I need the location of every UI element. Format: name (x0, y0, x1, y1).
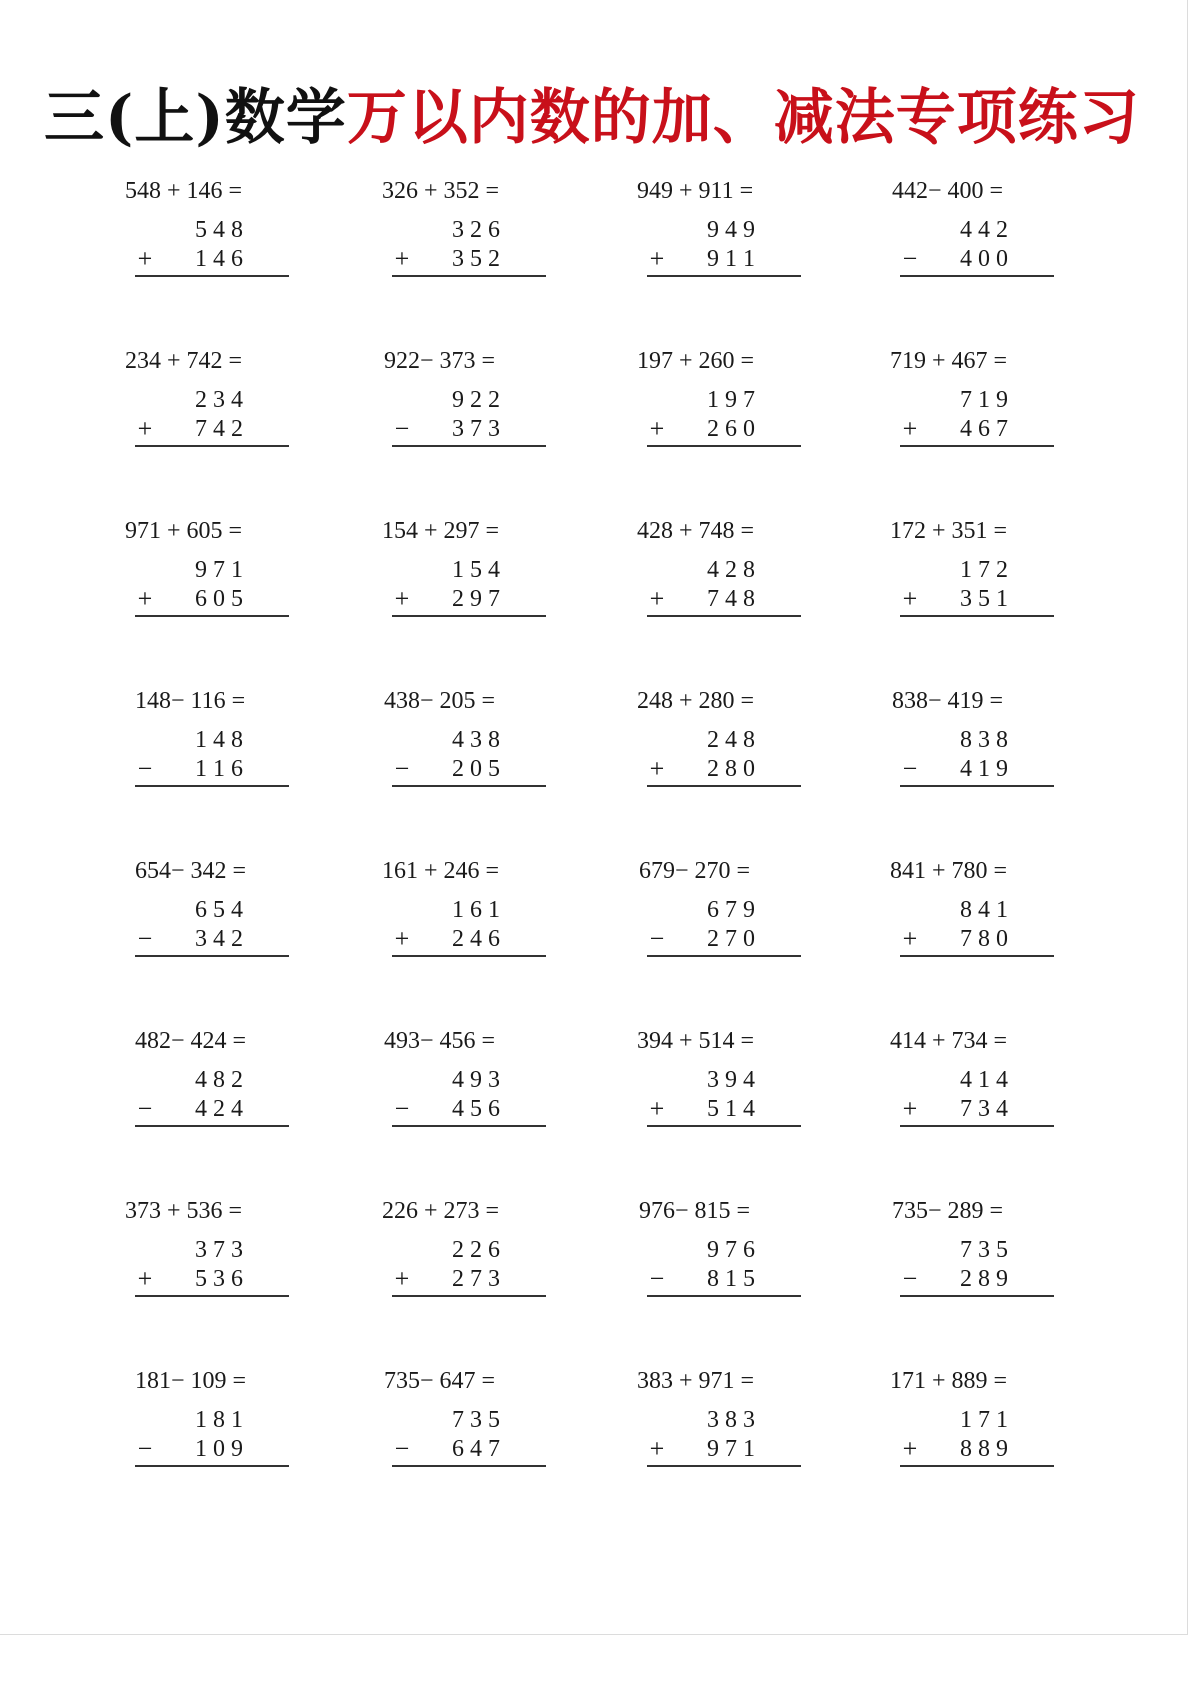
top-operand-digits: 7 3 5 (960, 1237, 1008, 1263)
problem-item (890, 1366, 1090, 1496)
top-operand-digits: 2 3 4 (195, 387, 243, 413)
horizontal-equation: 428 + 748 = (637, 518, 755, 544)
problem-item (637, 346, 837, 476)
vertical-top-row (382, 1236, 552, 1264)
answer-line (900, 1295, 1054, 1297)
top-operand-digits: 6 7 9 (707, 897, 755, 923)
top-operand-digits: 1 4 8 (195, 727, 243, 753)
vertical-top-row (125, 896, 295, 924)
plus-sign: + (902, 1434, 918, 1463)
bottom-operand-digits: 7 4 2 (195, 416, 243, 442)
answer-line (647, 615, 801, 617)
minus-sign: − (902, 1264, 918, 1293)
plus-sign: + (649, 244, 665, 273)
plus-sign: + (649, 1094, 665, 1123)
problem-item (382, 1366, 582, 1496)
bottom-operand-digits: 7 3 4 (960, 1096, 1008, 1122)
plus-sign: + (137, 1264, 153, 1293)
top-operand-digits: 4 2 8 (707, 557, 755, 583)
minus-sign: − (394, 414, 410, 443)
problem-item (637, 1196, 837, 1326)
vertical-top-row (637, 1066, 807, 1094)
problem-item (890, 1196, 1090, 1326)
vertical-bottom-row (382, 415, 552, 443)
bottom-operand-digits: 7 8 0 (960, 926, 1008, 952)
bottom-operand-digits: 2 7 0 (707, 926, 755, 952)
vertical-top-row (382, 386, 552, 414)
vertical-bottom-row (382, 1095, 552, 1123)
bottom-operand-digits: 5 3 6 (195, 1266, 243, 1292)
vertical-bottom-row (637, 1265, 807, 1293)
vertical-top-row (125, 726, 295, 754)
answer-line (647, 785, 801, 787)
top-operand-digits: 7 1 9 (960, 387, 1008, 413)
problem-item (637, 1366, 837, 1496)
minus-sign: − (394, 1434, 410, 1463)
problem-item (890, 176, 1090, 306)
vertical-bottom-row (637, 1435, 807, 1463)
horizontal-equation: 326 + 352 = (382, 178, 500, 204)
answer-line (135, 615, 289, 617)
plus-sign: + (902, 924, 918, 953)
top-operand-digits: 6 5 4 (195, 897, 243, 923)
plus-sign: + (649, 754, 665, 783)
horizontal-equation: 548 + 146 = (125, 178, 243, 204)
bottom-operand-digits: 2 4 6 (452, 926, 500, 952)
horizontal-equation: 735− 647 = (384, 1368, 496, 1394)
bottom-operand-digits: 9 1 1 (707, 246, 755, 272)
answer-line (900, 1125, 1054, 1127)
horizontal-equation: 949 + 911 = (637, 178, 754, 204)
bottom-operand-digits: 3 4 2 (195, 926, 243, 952)
vertical-top-row (125, 216, 295, 244)
bottom-operand-digits: 1 4 6 (195, 246, 243, 272)
answer-line (392, 785, 546, 787)
top-operand-digits: 5 4 8 (195, 217, 243, 243)
horizontal-equation: 438− 205 = (384, 688, 496, 714)
bottom-operand-digits: 9 7 1 (707, 1436, 755, 1462)
vertical-bottom-row (125, 925, 295, 953)
answer-line (900, 615, 1054, 617)
top-operand-digits: 1 7 2 (960, 557, 1008, 583)
horizontal-equation: 838− 419 = (892, 688, 1004, 714)
vertical-top-row (890, 896, 1060, 924)
vertical-top-row (637, 386, 807, 414)
answer-line (647, 1125, 801, 1127)
bottom-operand-digits: 2 9 7 (452, 586, 500, 612)
problem-item (890, 686, 1090, 816)
answer-line (900, 785, 1054, 787)
minus-sign: − (137, 1094, 153, 1123)
minus-sign: − (394, 754, 410, 783)
bottom-operand-digits: 3 5 1 (960, 586, 1008, 612)
plus-sign: + (137, 244, 153, 273)
vertical-top-row (382, 556, 552, 584)
plus-sign: + (137, 414, 153, 443)
horizontal-equation: 373 + 536 = (125, 1198, 243, 1224)
vertical-bottom-row (637, 1095, 807, 1123)
top-operand-digits: 9 4 9 (707, 217, 755, 243)
vertical-top-row (125, 556, 295, 584)
answer-line (900, 275, 1054, 277)
vertical-bottom-row (125, 1095, 295, 1123)
horizontal-equation: 735− 289 = (892, 1198, 1004, 1224)
horizontal-equation: 841 + 780 = (890, 858, 1008, 884)
horizontal-equation: 719 + 467 = (890, 348, 1008, 374)
vertical-bottom-row (125, 1265, 295, 1293)
vertical-top-row (890, 386, 1060, 414)
problem-item (890, 346, 1090, 476)
horizontal-equation: 171 + 889 = (890, 1368, 1008, 1394)
vertical-top-row (890, 216, 1060, 244)
vertical-bottom-row (890, 755, 1060, 783)
vertical-top-row (637, 726, 807, 754)
minus-sign: − (137, 754, 153, 783)
vertical-top-row (637, 1236, 807, 1264)
vertical-top-row (382, 896, 552, 924)
vertical-top-row (890, 1406, 1060, 1434)
problem-item (382, 1196, 582, 1326)
horizontal-equation: 654− 342 = (135, 858, 247, 884)
vertical-bottom-row (890, 415, 1060, 443)
vertical-top-row (382, 216, 552, 244)
vertical-bottom-row (382, 1435, 552, 1463)
bottom-operand-digits: 2 8 9 (960, 1266, 1008, 1292)
bottom-operand-digits: 2 7 3 (452, 1266, 500, 1292)
bottom-operand-digits: 3 7 3 (452, 416, 500, 442)
top-operand-digits: 1 5 4 (452, 557, 500, 583)
problem-item (637, 176, 837, 306)
problem-item (890, 516, 1090, 646)
problem-item (125, 856, 325, 986)
horizontal-equation: 442− 400 = (892, 178, 1004, 204)
horizontal-equation: 197 + 260 = (637, 348, 755, 374)
top-operand-digits: 3 7 3 (195, 1237, 243, 1263)
bottom-operand-digits: 4 2 4 (195, 1096, 243, 1122)
answer-line (135, 785, 289, 787)
answer-line (900, 955, 1054, 957)
bottom-operand-digits: 7 4 8 (707, 586, 755, 612)
minus-sign: − (649, 924, 665, 953)
minus-sign: − (902, 754, 918, 783)
vertical-bottom-row (125, 755, 295, 783)
answer-line (392, 1295, 546, 1297)
vertical-bottom-row (890, 1265, 1060, 1293)
vertical-top-row (382, 1066, 552, 1094)
bottom-operand-digits: 1 0 9 (195, 1436, 243, 1462)
vertical-bottom-row (125, 585, 295, 613)
answer-line (392, 615, 546, 617)
minus-sign: − (394, 1094, 410, 1123)
plus-sign: + (902, 584, 918, 613)
answer-line (392, 445, 546, 447)
plus-sign: + (394, 584, 410, 613)
horizontal-equation: 383 + 971 = (637, 1368, 755, 1394)
problem-item (382, 1026, 582, 1156)
vertical-bottom-row (890, 1095, 1060, 1123)
top-operand-digits: 3 8 3 (707, 1407, 755, 1433)
minus-sign: − (902, 244, 918, 273)
problem-item (637, 686, 837, 816)
top-operand-digits: 9 7 1 (195, 557, 243, 583)
vertical-top-row (382, 1406, 552, 1434)
horizontal-equation: 971 + 605 = (125, 518, 243, 544)
vertical-bottom-row (637, 925, 807, 953)
top-operand-digits: 1 7 1 (960, 1407, 1008, 1433)
problem-item (382, 346, 582, 476)
problem-item (382, 176, 582, 306)
vertical-top-row (637, 896, 807, 924)
horizontal-equation: 226 + 273 = (382, 1198, 500, 1224)
bottom-operand-digits: 8 1 5 (707, 1266, 755, 1292)
horizontal-equation: 148− 116 = (135, 688, 246, 714)
vertical-bottom-row (637, 755, 807, 783)
vertical-bottom-row (890, 585, 1060, 613)
vertical-bottom-row (890, 925, 1060, 953)
answer-line (135, 445, 289, 447)
top-operand-digits: 9 2 2 (452, 387, 500, 413)
answer-line (135, 955, 289, 957)
top-operand-digits: 3 2 6 (452, 217, 500, 243)
bottom-operand-digits: 3 5 2 (452, 246, 500, 272)
vertical-bottom-row (125, 1435, 295, 1463)
vertical-top-row (890, 726, 1060, 754)
horizontal-equation: 493− 456 = (384, 1028, 496, 1054)
vertical-bottom-row (890, 1435, 1060, 1463)
bottom-operand-digits: 4 1 9 (960, 756, 1008, 782)
vertical-bottom-row (637, 415, 807, 443)
top-operand-digits: 3 9 4 (707, 1067, 755, 1093)
answer-line (392, 1465, 546, 1467)
problem-item (125, 176, 325, 306)
horizontal-equation: 172 + 351 = (890, 518, 1008, 544)
problem-item (125, 1026, 325, 1156)
bottom-operand-digits: 6 4 7 (452, 1436, 500, 1462)
vertical-top-row (637, 216, 807, 244)
top-operand-digits: 4 3 8 (452, 727, 500, 753)
horizontal-equation: 161 + 246 = (382, 858, 500, 884)
top-operand-digits: 9 7 6 (707, 1237, 755, 1263)
problem-item (382, 516, 582, 646)
vertical-bottom-row (637, 245, 807, 273)
vertical-top-row (125, 1236, 295, 1264)
answer-line (392, 955, 546, 957)
vertical-top-row (890, 1066, 1060, 1094)
minus-sign: − (137, 924, 153, 953)
answer-line (135, 1295, 289, 1297)
top-operand-digits: 4 1 4 (960, 1067, 1008, 1093)
answer-line (135, 1465, 289, 1467)
problem-item (125, 346, 325, 476)
answer-line (135, 1125, 289, 1127)
top-operand-digits: 4 8 2 (195, 1067, 243, 1093)
plus-sign: + (137, 584, 153, 613)
top-operand-digits: 1 8 1 (195, 1407, 243, 1433)
problem-item (382, 856, 582, 986)
vertical-bottom-row (125, 415, 295, 443)
vertical-bottom-row (890, 245, 1060, 273)
answer-line (900, 1465, 1054, 1467)
title-main: 万以内数的加、减法专项练习 (346, 83, 1140, 153)
plus-sign: + (394, 244, 410, 273)
problem-item (637, 516, 837, 646)
vertical-top-row (125, 1066, 295, 1094)
plus-sign: + (649, 1434, 665, 1463)
plus-sign: + (649, 414, 665, 443)
top-operand-digits: 7 3 5 (452, 1407, 500, 1433)
problem-item (125, 516, 325, 646)
vertical-bottom-row (382, 245, 552, 273)
problem-item (125, 1366, 325, 1496)
horizontal-equation: 248 + 280 = (637, 688, 755, 714)
bottom-operand-digits: 4 5 6 (452, 1096, 500, 1122)
horizontal-equation: 482− 424 = (135, 1028, 247, 1054)
vertical-bottom-row (125, 245, 295, 273)
problem-item (125, 686, 325, 816)
bottom-operand-digits: 2 0 5 (452, 756, 500, 782)
problem-item (382, 686, 582, 816)
vertical-top-row (890, 556, 1060, 584)
top-operand-digits: 4 4 2 (960, 217, 1008, 243)
horizontal-equation: 414 + 734 = (890, 1028, 1008, 1054)
plus-sign: + (649, 584, 665, 613)
answer-line (647, 1295, 801, 1297)
answer-line (900, 445, 1054, 447)
answer-line (647, 445, 801, 447)
problem-item (637, 1026, 837, 1156)
answer-line (647, 275, 801, 277)
horizontal-equation: 154 + 297 = (382, 518, 500, 544)
plus-sign: + (902, 414, 918, 443)
bottom-operand-digits: 1 1 6 (195, 756, 243, 782)
top-operand-digits: 1 9 7 (707, 387, 755, 413)
bottom-operand-digits: 8 8 9 (960, 1436, 1008, 1462)
bottom-operand-digits: 4 0 0 (960, 246, 1008, 272)
minus-sign: − (649, 1264, 665, 1293)
answer-line (392, 1125, 546, 1127)
bottom-operand-digits: 5 1 4 (707, 1096, 755, 1122)
bottom-operand-digits: 2 6 0 (707, 416, 755, 442)
horizontal-equation: 976− 815 = (639, 1198, 751, 1224)
problem-item (890, 856, 1090, 986)
vertical-bottom-row (382, 1265, 552, 1293)
vertical-top-row (125, 386, 295, 414)
horizontal-equation: 679− 270 = (639, 858, 751, 884)
vertical-top-row (125, 1406, 295, 1434)
top-operand-digits: 8 4 1 (960, 897, 1008, 923)
vertical-bottom-row (382, 755, 552, 783)
top-operand-digits: 1 6 1 (452, 897, 500, 923)
title-prefix: 三(上)数学 (44, 83, 347, 153)
problem-item (637, 856, 837, 986)
vertical-bottom-row (637, 585, 807, 613)
horizontal-equation: 922− 373 = (384, 348, 496, 374)
top-operand-digits: 8 3 8 (960, 727, 1008, 753)
horizontal-equation: 394 + 514 = (637, 1028, 755, 1054)
top-operand-digits: 2 4 8 (707, 727, 755, 753)
answer-line (135, 275, 289, 277)
plus-sign: + (902, 1094, 918, 1123)
vertical-top-row (637, 1406, 807, 1434)
vertical-bottom-row (382, 585, 552, 613)
answer-line (647, 955, 801, 957)
plus-sign: + (394, 1264, 410, 1293)
answer-line (647, 1465, 801, 1467)
problem-item (890, 1026, 1090, 1156)
vertical-top-row (890, 1236, 1060, 1264)
bottom-operand-digits: 6 0 5 (195, 586, 243, 612)
vertical-top-row (382, 726, 552, 754)
plus-sign: + (394, 924, 410, 953)
vertical-bottom-row (382, 925, 552, 953)
bottom-operand-digits: 4 6 7 (960, 416, 1008, 442)
top-operand-digits: 2 2 6 (452, 1237, 500, 1263)
horizontal-equation: 234 + 742 = (125, 348, 243, 374)
vertical-top-row (637, 556, 807, 584)
answer-line (392, 275, 546, 277)
minus-sign: − (137, 1434, 153, 1463)
top-operand-digits: 4 9 3 (452, 1067, 500, 1093)
horizontal-equation: 181− 109 = (135, 1368, 247, 1394)
bottom-operand-digits: 2 8 0 (707, 756, 755, 782)
problem-item (125, 1196, 325, 1326)
